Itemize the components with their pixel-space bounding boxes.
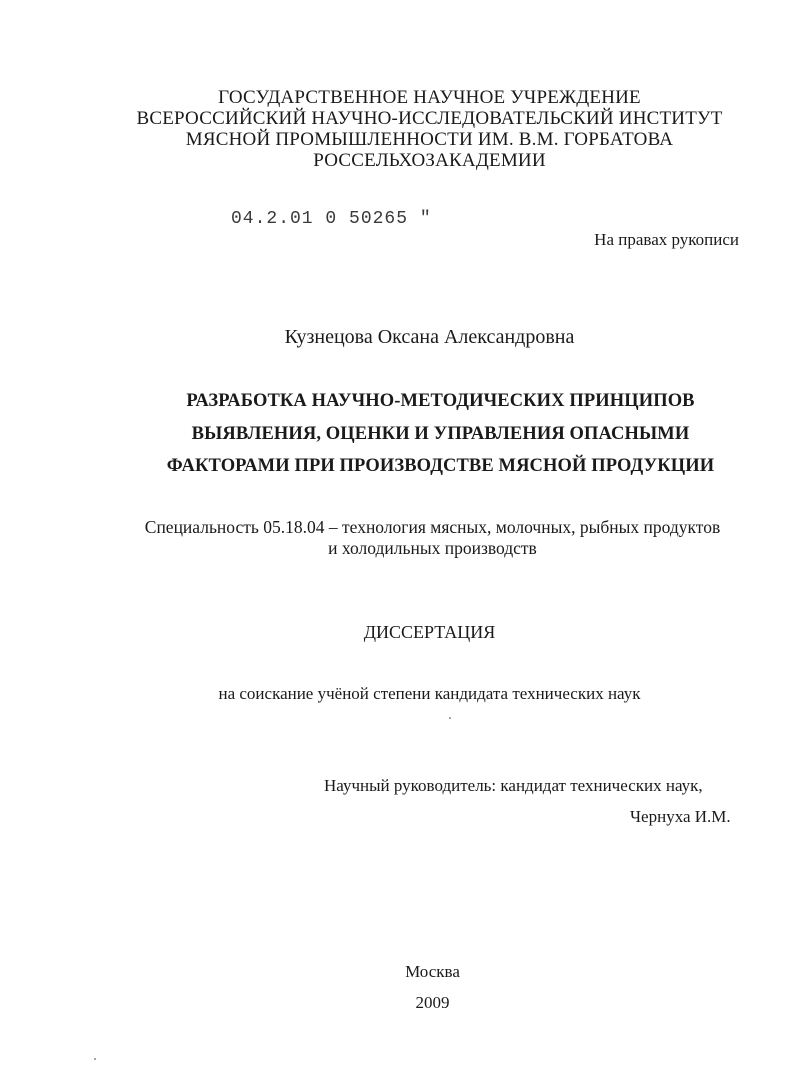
thesis-title-line-3: ФАКТОРАМИ ПРИ ПРОИЗВОДСТВЕ МЯСНОЙ ПРОДУКЦИИ (166, 456, 715, 476)
manuscript-rights-note: На правах рукописи (594, 230, 739, 249)
document-type: ДИССЕРТАЦИЯ (363, 622, 496, 642)
scan-speck (449, 717, 451, 719)
specialty-line-2: и холодильных производств (328, 538, 537, 558)
institution-line-4: РОССЕЛЬХОЗАКАДЕМИИ (313, 150, 546, 171)
thesis-title-line-1: РАЗРАБОТКА НАУЧНО-МЕТОДИЧЕСКИХ ПРИНЦИПОВ (186, 391, 695, 411)
scan-speck (94, 1058, 96, 1060)
thesis-title-line-2: ВЫЯВЛЕНИЯ, ОЦЕНКИ И УПРАВЛЕНИЯ ОПАСНЫМИ (191, 424, 690, 444)
library-stamp-number: 04.2.01 0 50265 " (231, 208, 432, 230)
institution-line-3: МЯСНОЙ ПРОМЫШЛЕННОСТИ ИМ. В.М. ГОРБАТОВА (185, 129, 674, 150)
degree-line: на соискание учёной степени кандидата технических наук (218, 684, 641, 703)
institution-line-1: ГОСУДАРСТВЕННОЕ НАУЧНОЕ УЧРЕЖДЕНИЕ (218, 87, 641, 108)
author-name: Кузнецова Оксана Александровна (284, 326, 575, 348)
city: Москва (405, 962, 460, 981)
institution-line-2: ВСЕРОССИЙСКИЙ НАУЧНО-ИССЛЕДОВАТЕЛЬСКИЙ ИНСТИТУТ (136, 108, 723, 129)
specialty-line-1: Специальность 05.18.04 – технология мясных, молочных, рыбных продуктов (144, 517, 721, 537)
year: 2009 (415, 993, 450, 1012)
supervisor-line-2: Чернуха И.М. (630, 807, 731, 826)
supervisor-line-1: Научный руководитель: кандидат технических наук, (324, 776, 703, 795)
